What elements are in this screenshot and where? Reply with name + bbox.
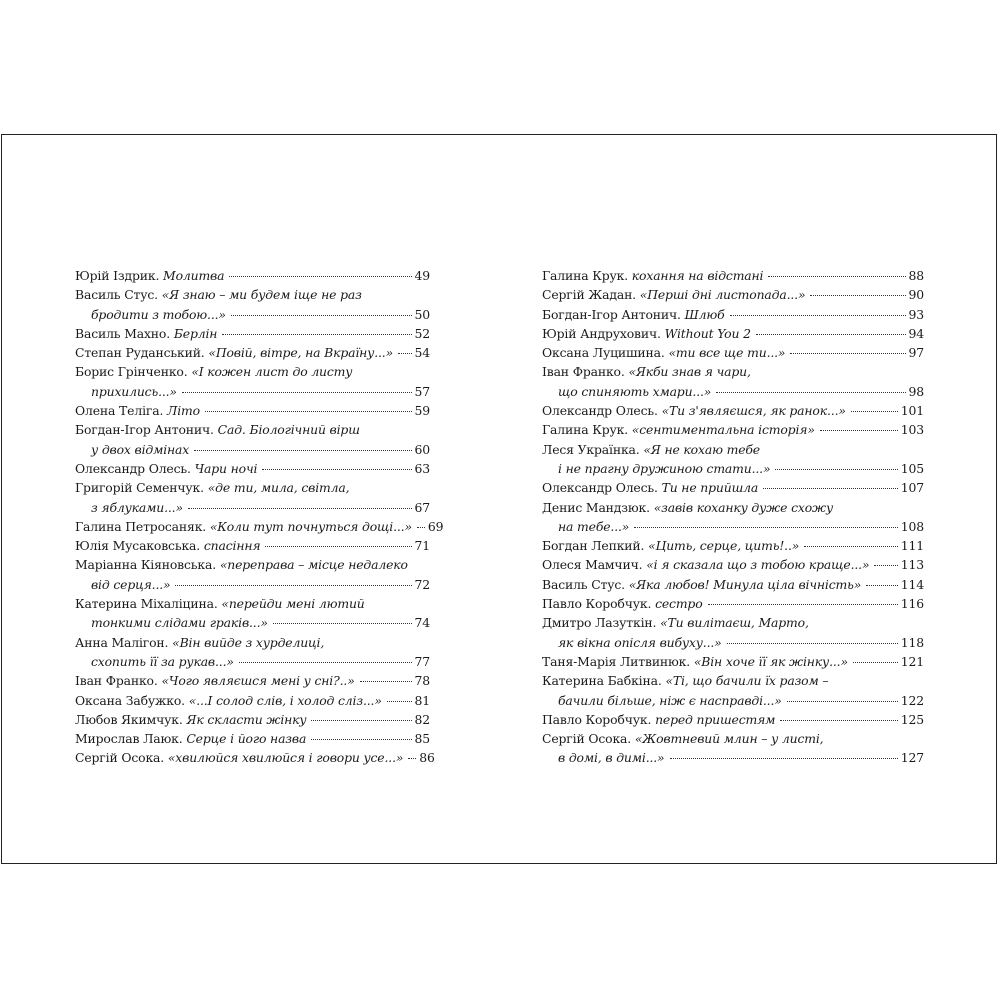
toc-leader-dots <box>768 276 905 277</box>
toc-title: «І кожен лист до листу <box>191 364 353 380</box>
toc-author: Василь Стус. <box>542 576 625 592</box>
toc-leader-dots <box>398 353 412 354</box>
toc-author: Олександр Олесь. <box>542 480 658 496</box>
toc-leader-dots <box>205 411 412 412</box>
toc-title: на тебе...» <box>558 518 630 534</box>
toc-entry[interactable] <box>542 266 924 285</box>
toc-page-number: 108 <box>900 518 924 534</box>
toc-author: Василь Махно. <box>75 325 171 341</box>
toc-author: Борис Грінченко. <box>75 364 188 380</box>
toc-title: «Я не кохаю тебе <box>643 441 760 457</box>
toc-entry[interactable] <box>75 517 444 536</box>
toc-right-column <box>542 266 924 768</box>
toc-page-number: 85 <box>414 731 430 747</box>
toc-leader-dots <box>417 527 425 528</box>
toc-leader-dots <box>716 392 905 393</box>
toc-author: Павло Коробчук. <box>542 596 652 612</box>
toc-page-number: 49 <box>414 268 430 283</box>
toc-page-number: 81 <box>414 692 430 708</box>
toc-author: Григорій Семенчук. <box>75 480 204 496</box>
toc-leader-dots <box>387 701 412 702</box>
toc-leader-dots <box>265 546 411 547</box>
toc-title: Берлін <box>173 325 218 341</box>
toc-page-number: 121 <box>900 653 924 669</box>
toc-author: Денис Мандзюк. <box>542 499 650 515</box>
toc-author: Таня-Марія Литвинюк. <box>542 653 691 669</box>
toc-page-number: 118 <box>900 634 924 650</box>
toc-author: Сергій Осока. <box>542 731 632 747</box>
toc-entry[interactable] <box>542 401 924 420</box>
toc-page-number: 60 <box>414 441 430 457</box>
toc-entry[interactable] <box>542 362 924 401</box>
toc-leader-dots <box>853 662 898 663</box>
toc-title: бродити з тобою...» <box>91 306 226 322</box>
toc-page-number: 71 <box>414 538 430 554</box>
toc-title: «і я сказала що з тобою краще...» <box>646 557 870 573</box>
toc-page-number: 97 <box>908 345 924 361</box>
toc-title: з яблуками...» <box>91 499 183 515</box>
toc-page-number: 111 <box>900 538 924 554</box>
toc-title: «Коли тут почнуться дощі...» <box>209 518 412 534</box>
toc-leader-dots <box>810 295 905 296</box>
toc-author: Катерина Міхаліцина. <box>75 596 218 612</box>
toc-page-number: 101 <box>900 403 924 419</box>
toc-page-number: 59 <box>414 403 430 419</box>
toc-title: «де ти, мила, світла, <box>207 480 350 496</box>
toc-entry[interactable] <box>75 420 430 459</box>
toc-page-number: 74 <box>414 615 430 631</box>
toc-entry[interactable] <box>542 420 924 439</box>
toc-leader-dots <box>188 508 412 509</box>
toc-author: Іван Франко. <box>542 364 625 380</box>
toc-entry[interactable] <box>542 440 924 479</box>
toc-page-number: 88 <box>908 268 924 283</box>
toc-page-number: 93 <box>908 306 924 322</box>
toc-leader-dots <box>866 585 898 586</box>
toc-leader-dots <box>804 546 898 547</box>
toc-page-number: 113 <box>900 557 924 573</box>
toc-leader-dots <box>222 334 411 335</box>
toc-leader-dots <box>273 623 412 624</box>
toc-entry[interactable] <box>542 555 924 574</box>
toc-title: прихились...» <box>91 383 177 399</box>
toc-leader-dots <box>820 430 898 431</box>
toc-entry[interactable] <box>75 671 430 690</box>
toc-author: Галина Петросаняк. <box>75 518 207 534</box>
toc-page-number: 122 <box>900 692 924 708</box>
toc-page-number: 90 <box>908 287 924 303</box>
toc-title: що спиняють хмари...» <box>558 383 712 399</box>
toc-title: кохання на відстані <box>631 268 764 283</box>
toc-leader-dots <box>311 720 411 721</box>
toc-entry[interactable] <box>75 266 430 285</box>
toc-author: Маріанна Кіяновська. <box>75 557 217 573</box>
toc-entry[interactable] <box>542 536 924 555</box>
toc-title: у двох відмінах <box>91 441 190 457</box>
toc-leader-dots <box>730 315 906 316</box>
toc-title: «Чого являєшся мені у сні?..» <box>161 673 355 689</box>
toc-title: Чари ночі <box>194 460 258 476</box>
toc-leader-dots <box>763 488 898 489</box>
toc-title: Молитва <box>163 268 225 283</box>
toc-author: Олександр Олесь. <box>75 460 191 476</box>
toc-page-number: 98 <box>908 383 924 399</box>
toc-author: Дмитро Лазуткін. <box>542 615 657 631</box>
toc-page-number: 107 <box>900 480 924 496</box>
toc-author: Степан Руданський. <box>75 345 205 361</box>
toc-entry[interactable] <box>75 285 430 324</box>
toc-title: перед пришестям <box>655 711 776 727</box>
toc-entry[interactable] <box>75 401 430 420</box>
toc-entry[interactable] <box>542 285 924 304</box>
toc-entry[interactable] <box>75 478 430 517</box>
toc-entry[interactable] <box>75 362 430 401</box>
toc-leader-dots <box>851 411 898 412</box>
toc-page-number: 116 <box>900 596 924 612</box>
toc-author: Галина Крук. <box>542 268 628 283</box>
toc-entry[interactable] <box>75 459 430 478</box>
toc-page-number: 114 <box>900 576 924 592</box>
toc-leader-dots <box>756 334 906 335</box>
toc-page-number: 67 <box>414 499 430 515</box>
toc-leader-dots <box>231 315 412 316</box>
toc-leader-dots <box>194 450 411 451</box>
toc-entry[interactable] <box>542 478 924 497</box>
toc-leader-dots <box>670 758 898 759</box>
toc-author: Сергій Осока. <box>75 750 165 766</box>
toc-author: Богдан-Ігор Антонич. <box>75 422 214 438</box>
toc-leader-dots <box>775 469 897 470</box>
toc-title: Сад. Біологічний вірш <box>217 422 360 438</box>
toc-leader-dots <box>634 527 898 528</box>
toc-title: Серце і його назва <box>186 731 307 747</box>
toc-author: Анна Малігон. <box>75 634 169 650</box>
toc-title: «Ти з'являєшся, як ранок...» <box>661 403 846 419</box>
toc-leader-dots <box>727 643 898 644</box>
toc-entry[interactable] <box>542 343 924 362</box>
toc-entry[interactable] <box>75 536 430 555</box>
toc-title: в домі, в димі...» <box>558 750 665 766</box>
toc-page-number: 125 <box>900 711 924 727</box>
toc-leader-dots <box>360 681 412 682</box>
toc-entry[interactable] <box>542 729 924 768</box>
toc-title: «хвилюйся хвилюйся і говори усе...» <box>167 750 404 766</box>
toc-author: Леся Українка. <box>542 441 640 457</box>
toc-leader-dots <box>175 585 411 586</box>
toc-title: і не прагну дружиною стати...» <box>558 460 771 476</box>
toc-page-number: 57 <box>414 383 430 399</box>
toc-entry[interactable] <box>542 305 924 324</box>
toc-title: Літо <box>167 403 200 419</box>
toc-title: «Перші дні листопада...» <box>639 287 806 303</box>
toc-author: Олеся Мамчич. <box>542 557 643 573</box>
toc-author: Олена Теліга. <box>75 403 164 419</box>
toc-entry[interactable] <box>75 691 430 710</box>
toc-page-number: 94 <box>908 325 924 341</box>
toc-entry[interactable] <box>542 498 924 537</box>
toc-page-number: 103 <box>900 422 924 438</box>
toc-leader-dots <box>229 276 411 277</box>
toc-title: як вікна опісля вибуху...» <box>558 634 722 650</box>
toc-title: «завів коханку дуже схожу <box>653 499 833 515</box>
toc-entry[interactable] <box>542 575 924 594</box>
toc-page-number: 63 <box>414 460 430 476</box>
toc-title: Ти не прийшла <box>661 480 759 496</box>
toc-entry[interactable] <box>542 324 924 343</box>
toc-title: «Жовтневий млин – у листі, <box>634 731 824 747</box>
toc-leader-dots <box>262 469 411 470</box>
toc-author: Василь Стус. <box>75 287 158 303</box>
toc-title: Як скласти жінку <box>186 711 307 727</box>
toc-page-number: 69 <box>427 518 444 534</box>
toc-title: «...І солод слів, і холод сліз...» <box>188 692 382 708</box>
toc-title: «перейди мені лютий <box>221 596 365 612</box>
toc-title: «переправа – місце недалеко <box>219 557 408 573</box>
toc-entry[interactable] <box>542 594 924 613</box>
toc-page-number: 105 <box>900 460 924 476</box>
toc-title: «Ти вилітаєш, Марто, <box>660 615 809 631</box>
toc-leader-dots <box>311 739 411 740</box>
toc-author: Богдан Лепкий. <box>542 538 645 554</box>
toc-entry[interactable] <box>542 710 924 729</box>
toc-author: Оксана Забужко. <box>75 692 185 708</box>
toc-author: Мирослав Лаюк. <box>75 731 183 747</box>
toc-title: Шлюб <box>684 306 725 322</box>
toc-title: від серця...» <box>91 576 171 592</box>
toc-title: тонкими слідами граків...» <box>91 615 268 631</box>
toc-page-number: 86 <box>419 750 435 766</box>
toc-entry[interactable] <box>75 343 430 362</box>
toc-author: Любов Якимчук. <box>75 711 183 727</box>
toc-author: Юрій Іздрик. <box>75 268 160 283</box>
toc-page-number: 54 <box>414 345 430 361</box>
toc-title: бачили більше, ніж є насправді...» <box>558 692 782 708</box>
toc-entry[interactable] <box>75 324 430 343</box>
toc-page-number: 52 <box>414 325 430 341</box>
toc-leader-dots <box>790 353 905 354</box>
toc-entry[interactable] <box>542 671 924 710</box>
toc-author: Іван Франко. <box>75 673 158 689</box>
toc-title: «Він вийде з хурделиці, <box>172 634 325 650</box>
toc-title: «Цить, серце, цить!..» <box>648 538 800 554</box>
toc-page-number: 82 <box>414 711 430 727</box>
toc-page-number: 77 <box>414 653 430 669</box>
toc-title: «ти все ще ти...» <box>668 345 786 361</box>
toc-entry[interactable] <box>75 748 435 767</box>
toc-author: Юрій Андрухович. <box>542 325 661 341</box>
toc-leader-dots <box>408 758 416 759</box>
toc-title: «Повій, вітре, на Вкраїну...» <box>208 345 394 361</box>
toc-author: Оксана Луцишина. <box>542 345 665 361</box>
toc-page-number: 72 <box>414 576 430 592</box>
toc-author: Павло Коробчук. <box>542 711 652 727</box>
toc-title: «Я знаю – ми будем іще не раз <box>161 287 362 303</box>
toc-author: Олександр Олесь. <box>542 403 658 419</box>
toc-leader-dots <box>874 565 897 566</box>
toc-page-number: 78 <box>414 673 430 689</box>
toc-title: сестро <box>655 596 703 612</box>
toc-entry[interactable] <box>542 652 924 671</box>
toc-title: «Якби знав я чари, <box>628 364 751 380</box>
toc-title: «Ті, що бачили їх разом – <box>665 673 829 689</box>
toc-title: «сентиментальна історія» <box>631 422 815 438</box>
toc-entry[interactable] <box>75 729 430 748</box>
toc-author: Сергій Жадан. <box>542 287 636 303</box>
toc-left-column <box>75 266 444 768</box>
toc-leader-dots <box>708 604 898 605</box>
toc-title: «Яка любов! Минула ціла вічність» <box>628 576 862 592</box>
toc-author: Галина Крук. <box>542 422 628 438</box>
toc-page-number: 127 <box>900 750 924 766</box>
toc-leader-dots <box>182 392 412 393</box>
toc-author: Катерина Бабкіна. <box>542 673 662 689</box>
toc-title: спасіння <box>203 538 261 554</box>
toc-author: Богдан-Ігор Антонич. <box>542 306 681 322</box>
toc-entry[interactable] <box>75 594 430 633</box>
toc-entry[interactable] <box>75 555 430 594</box>
toc-title: схопить її за рукав...» <box>91 653 234 669</box>
toc-title: «Він хоче її як жінку...» <box>693 653 848 669</box>
toc-page-number: 50 <box>414 306 430 322</box>
toc-entry[interactable] <box>75 710 430 729</box>
toc-leader-dots <box>239 662 412 663</box>
toc-author: Юлія Мусаковська. <box>75 538 201 554</box>
toc-entry[interactable] <box>542 613 924 652</box>
toc-entry[interactable] <box>75 633 430 672</box>
toc-leader-dots <box>787 701 898 702</box>
toc-leader-dots <box>780 720 897 721</box>
toc-title: Without You 2 <box>664 325 751 341</box>
